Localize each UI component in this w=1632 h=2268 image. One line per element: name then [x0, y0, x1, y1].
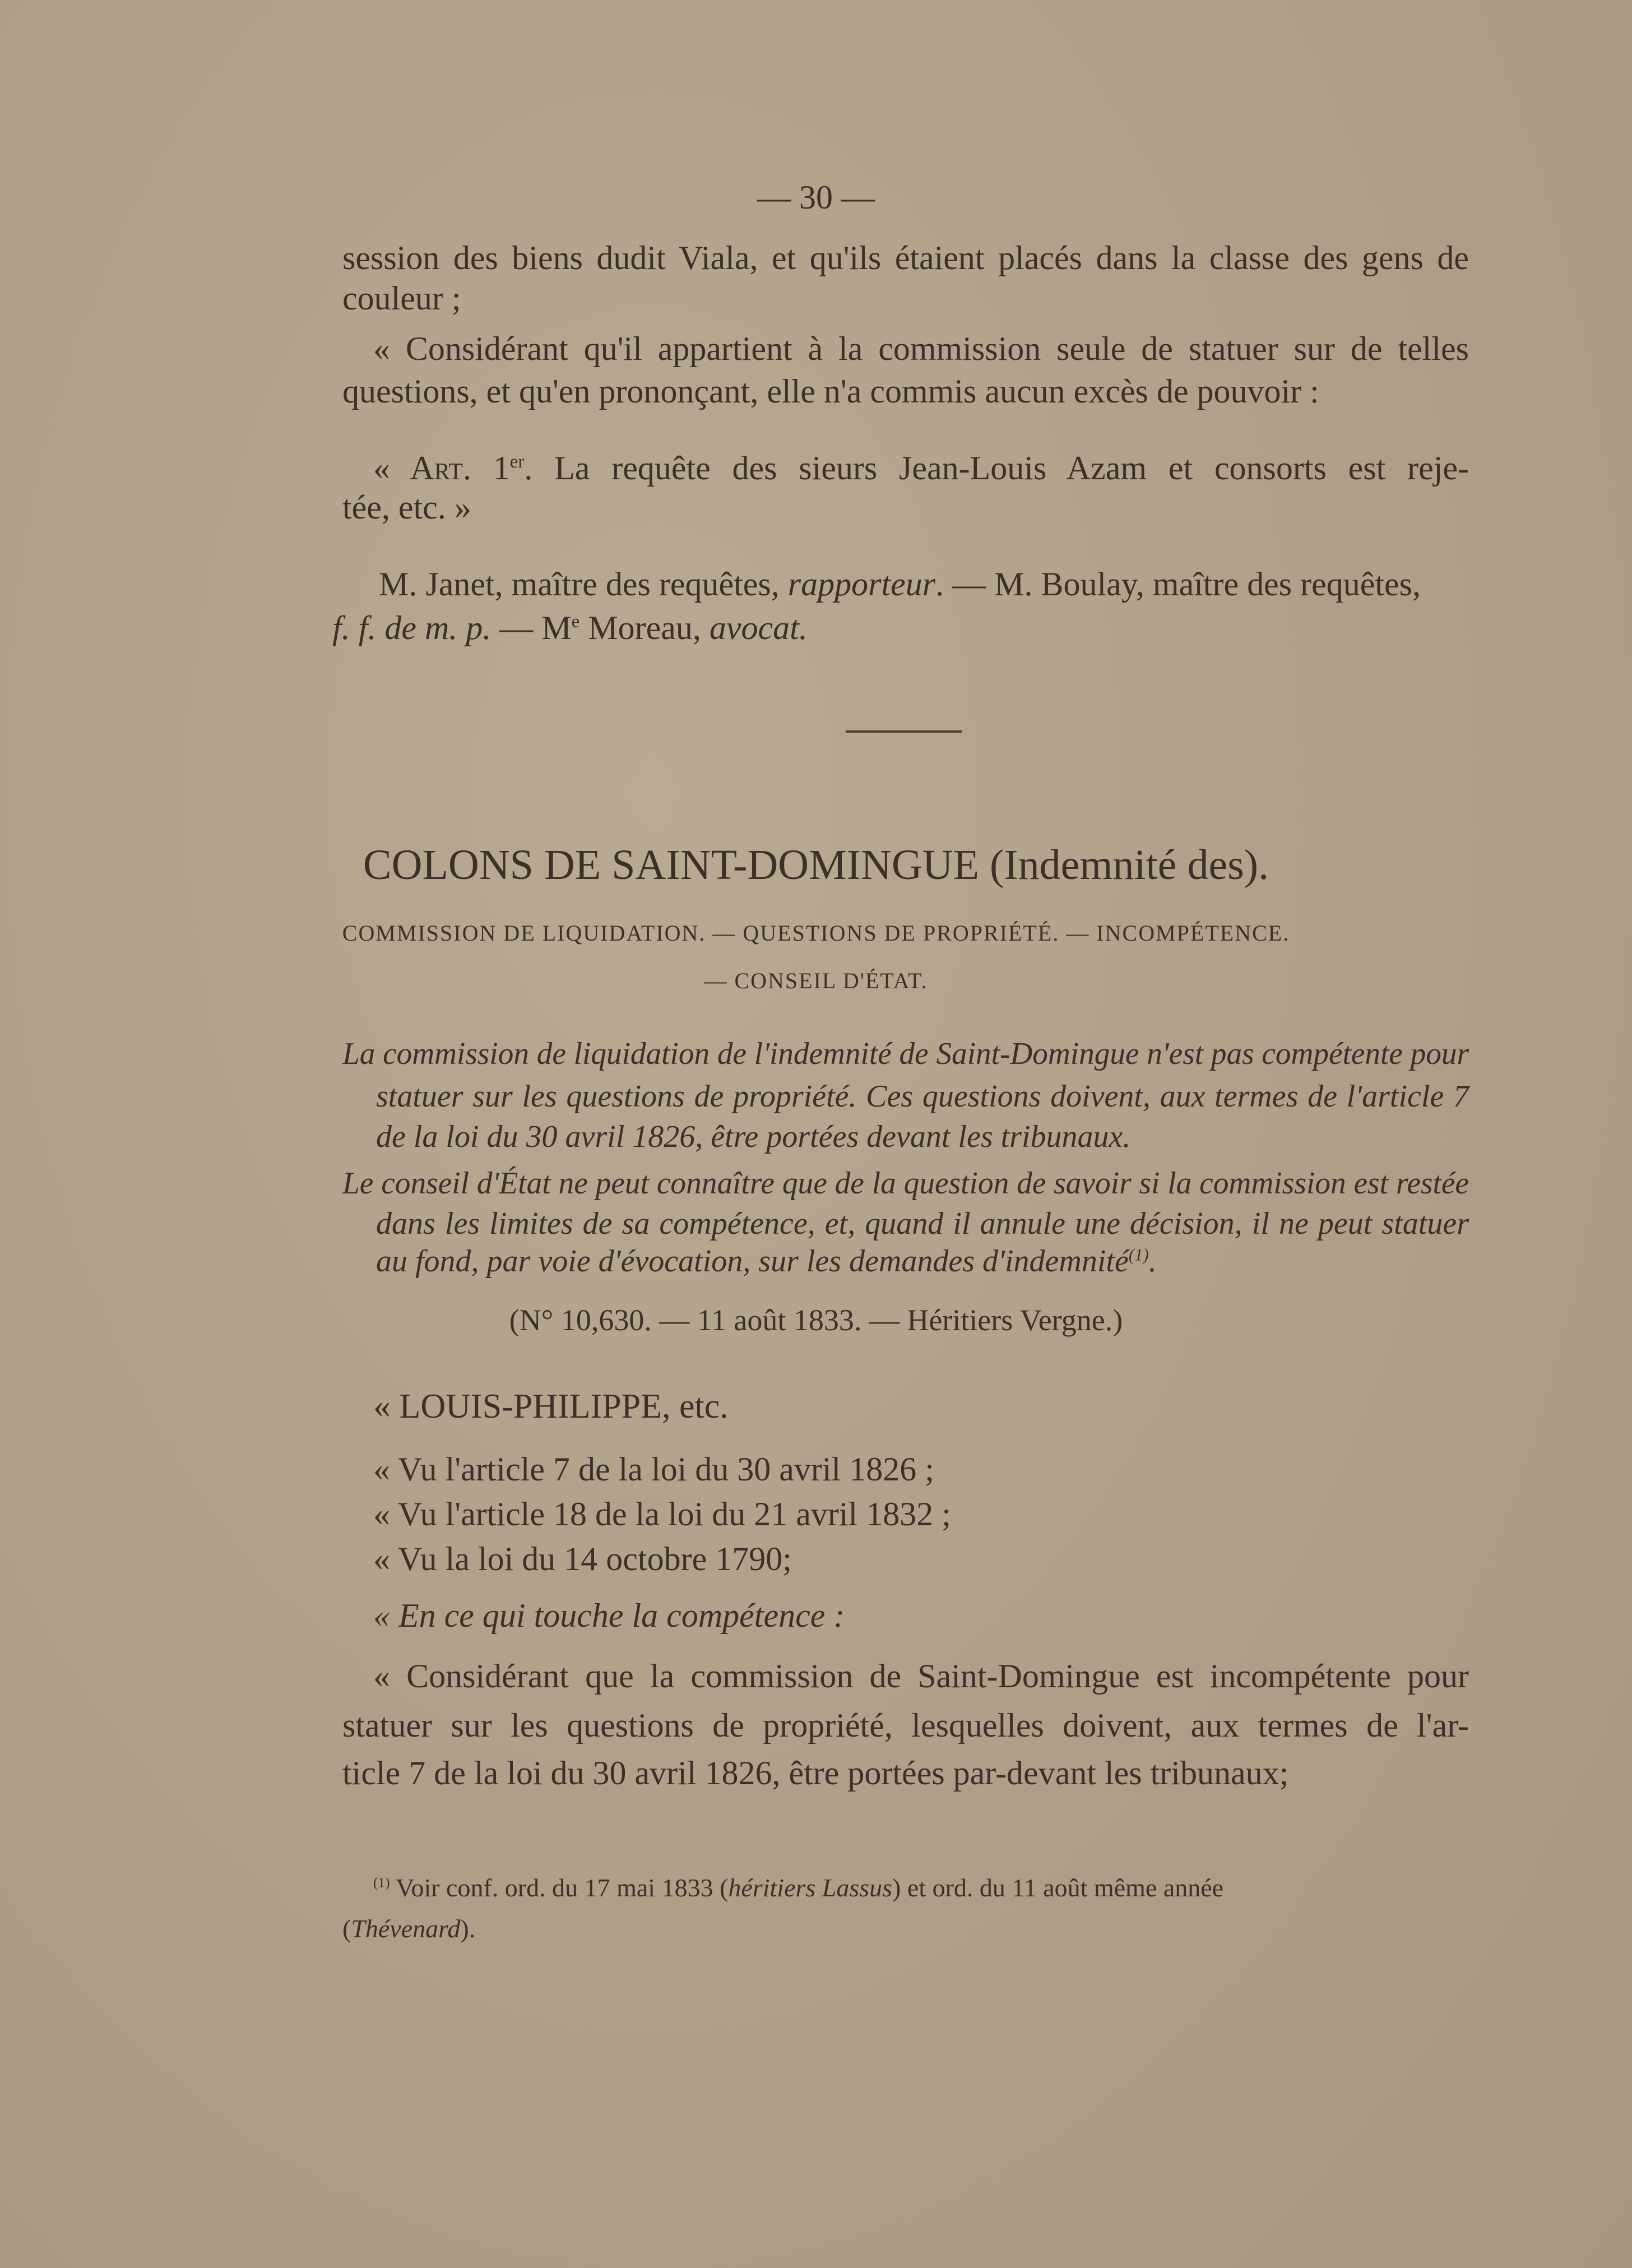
article-line — [373, 451, 1469, 485]
decree-opening: « LOUIS-PHILIPPE, etc. — [373, 1387, 729, 1425]
footnote-ref: (1) — [1128, 1245, 1149, 1265]
summary-line: statuer sur les questions de propriété. Ces questions doivent, aux termes de l'article 7 — [376, 1079, 1469, 1114]
text: ) et ord. du 11 août même année — [892, 1873, 1224, 1902]
signature-line — [332, 611, 808, 645]
section-subtitle: COMMISSION DE LIQUIDATION. — QUESTIONS DE PROPRIÉTÉ. — INCOMPÉTENCE. — [342, 920, 1290, 946]
text: ( — [342, 1914, 351, 1943]
summary-line: La commission de liquidation de l'indemnité de Saint-Domingue n'est pas compétente pour — [342, 1036, 1469, 1071]
superscript: er — [509, 452, 525, 472]
text-line: . La requête des sieurs Jean-Louis Azam et consorts est reje- — [524, 450, 1469, 487]
case-reference: (N° 10,630. — 11 août 1833. — Héritiers Vergne.) — [509, 1303, 1123, 1337]
text-line: tée, etc. » — [342, 489, 471, 526]
text: avocat. — [709, 609, 808, 646]
signature-line — [379, 567, 1421, 601]
text-line: couleur ; — [342, 280, 461, 317]
text-line: questions, et qu'en prononçant, elle n'a commis aucun excès de pouvoir : — [342, 373, 1319, 410]
footnote-line — [373, 1875, 1223, 1901]
decree-heading: « En ce qui touche la compétence : — [373, 1597, 845, 1634]
section-title: COLONS DE SAINT-DOMINGUE (Indemnité des). — [363, 841, 1269, 888]
section-divider — [846, 730, 962, 733]
text-line: session des biens dudit Viala, et qu'ils étaient placés dans la classe des gens de — [342, 239, 1469, 276]
text: f. f. de m. p. — [332, 609, 492, 646]
text-line: ticle 7 de la loi du 30 avril 1826, être portées par-devant les tribunaux; — [342, 1755, 1289, 1792]
vu-line: « Vu l'article 18 de la loi du 21 avril 1832 ; — [373, 1496, 951, 1533]
text: héritiers Lassus — [728, 1873, 893, 1902]
text-line: « Considérant qu'il appartient à la commission seule de statuer sur de telles — [373, 330, 1469, 367]
text: . — M. Boulay, maître des requêtes, — [935, 566, 1421, 603]
text-line: statuer sur les questions de propriété, lesquelles doivent, aux termes de l'ar- — [342, 1707, 1469, 1744]
summary-line — [376, 1246, 1157, 1277]
vu-line: « Vu l'article 7 de la loi du 30 avril 1826 ; — [373, 1451, 934, 1488]
footnote-mark: (1) — [373, 1874, 390, 1891]
period: . — [1148, 1244, 1157, 1279]
summary-line: de la loi du 30 avril 1826, être portées devant les tribunaux. — [376, 1119, 1131, 1154]
text-line: « Considérant que la commission de Saint-Domingue est incompétente pour — [373, 1658, 1469, 1695]
text: rapporteur — [787, 566, 936, 603]
text: au fond, par voie d'évocation, sur les demandes d'indemnité — [376, 1244, 1129, 1279]
article-label: « Art. 1 — [373, 450, 510, 487]
summary-line: dans les limites de sa compétence, et, quand il annule une décision, il ne peut statuer — [376, 1206, 1469, 1241]
text: M. Janet, maître des requêtes, — [379, 566, 788, 603]
superscript: e — [571, 612, 580, 632]
text: Voir conf. ord. du 17 mai 1833 ( — [390, 1873, 729, 1902]
text: Moreau, — [579, 609, 710, 646]
text: ). — [460, 1914, 476, 1943]
vu-line: « Vu la loi du 14 octobre 1790; — [373, 1540, 792, 1577]
text: Thévenard — [351, 1914, 461, 1943]
text: — M — [491, 609, 572, 646]
footnote-line — [342, 1916, 475, 1942]
summary-line: Le conseil d'État ne peut connaître que de la question de savoir si la commission est restée — [342, 1166, 1469, 1201]
section-subtitle: — CONSEIL D'ÉTAT. — [704, 968, 928, 993]
page-number: — 30 — — [757, 179, 875, 216]
